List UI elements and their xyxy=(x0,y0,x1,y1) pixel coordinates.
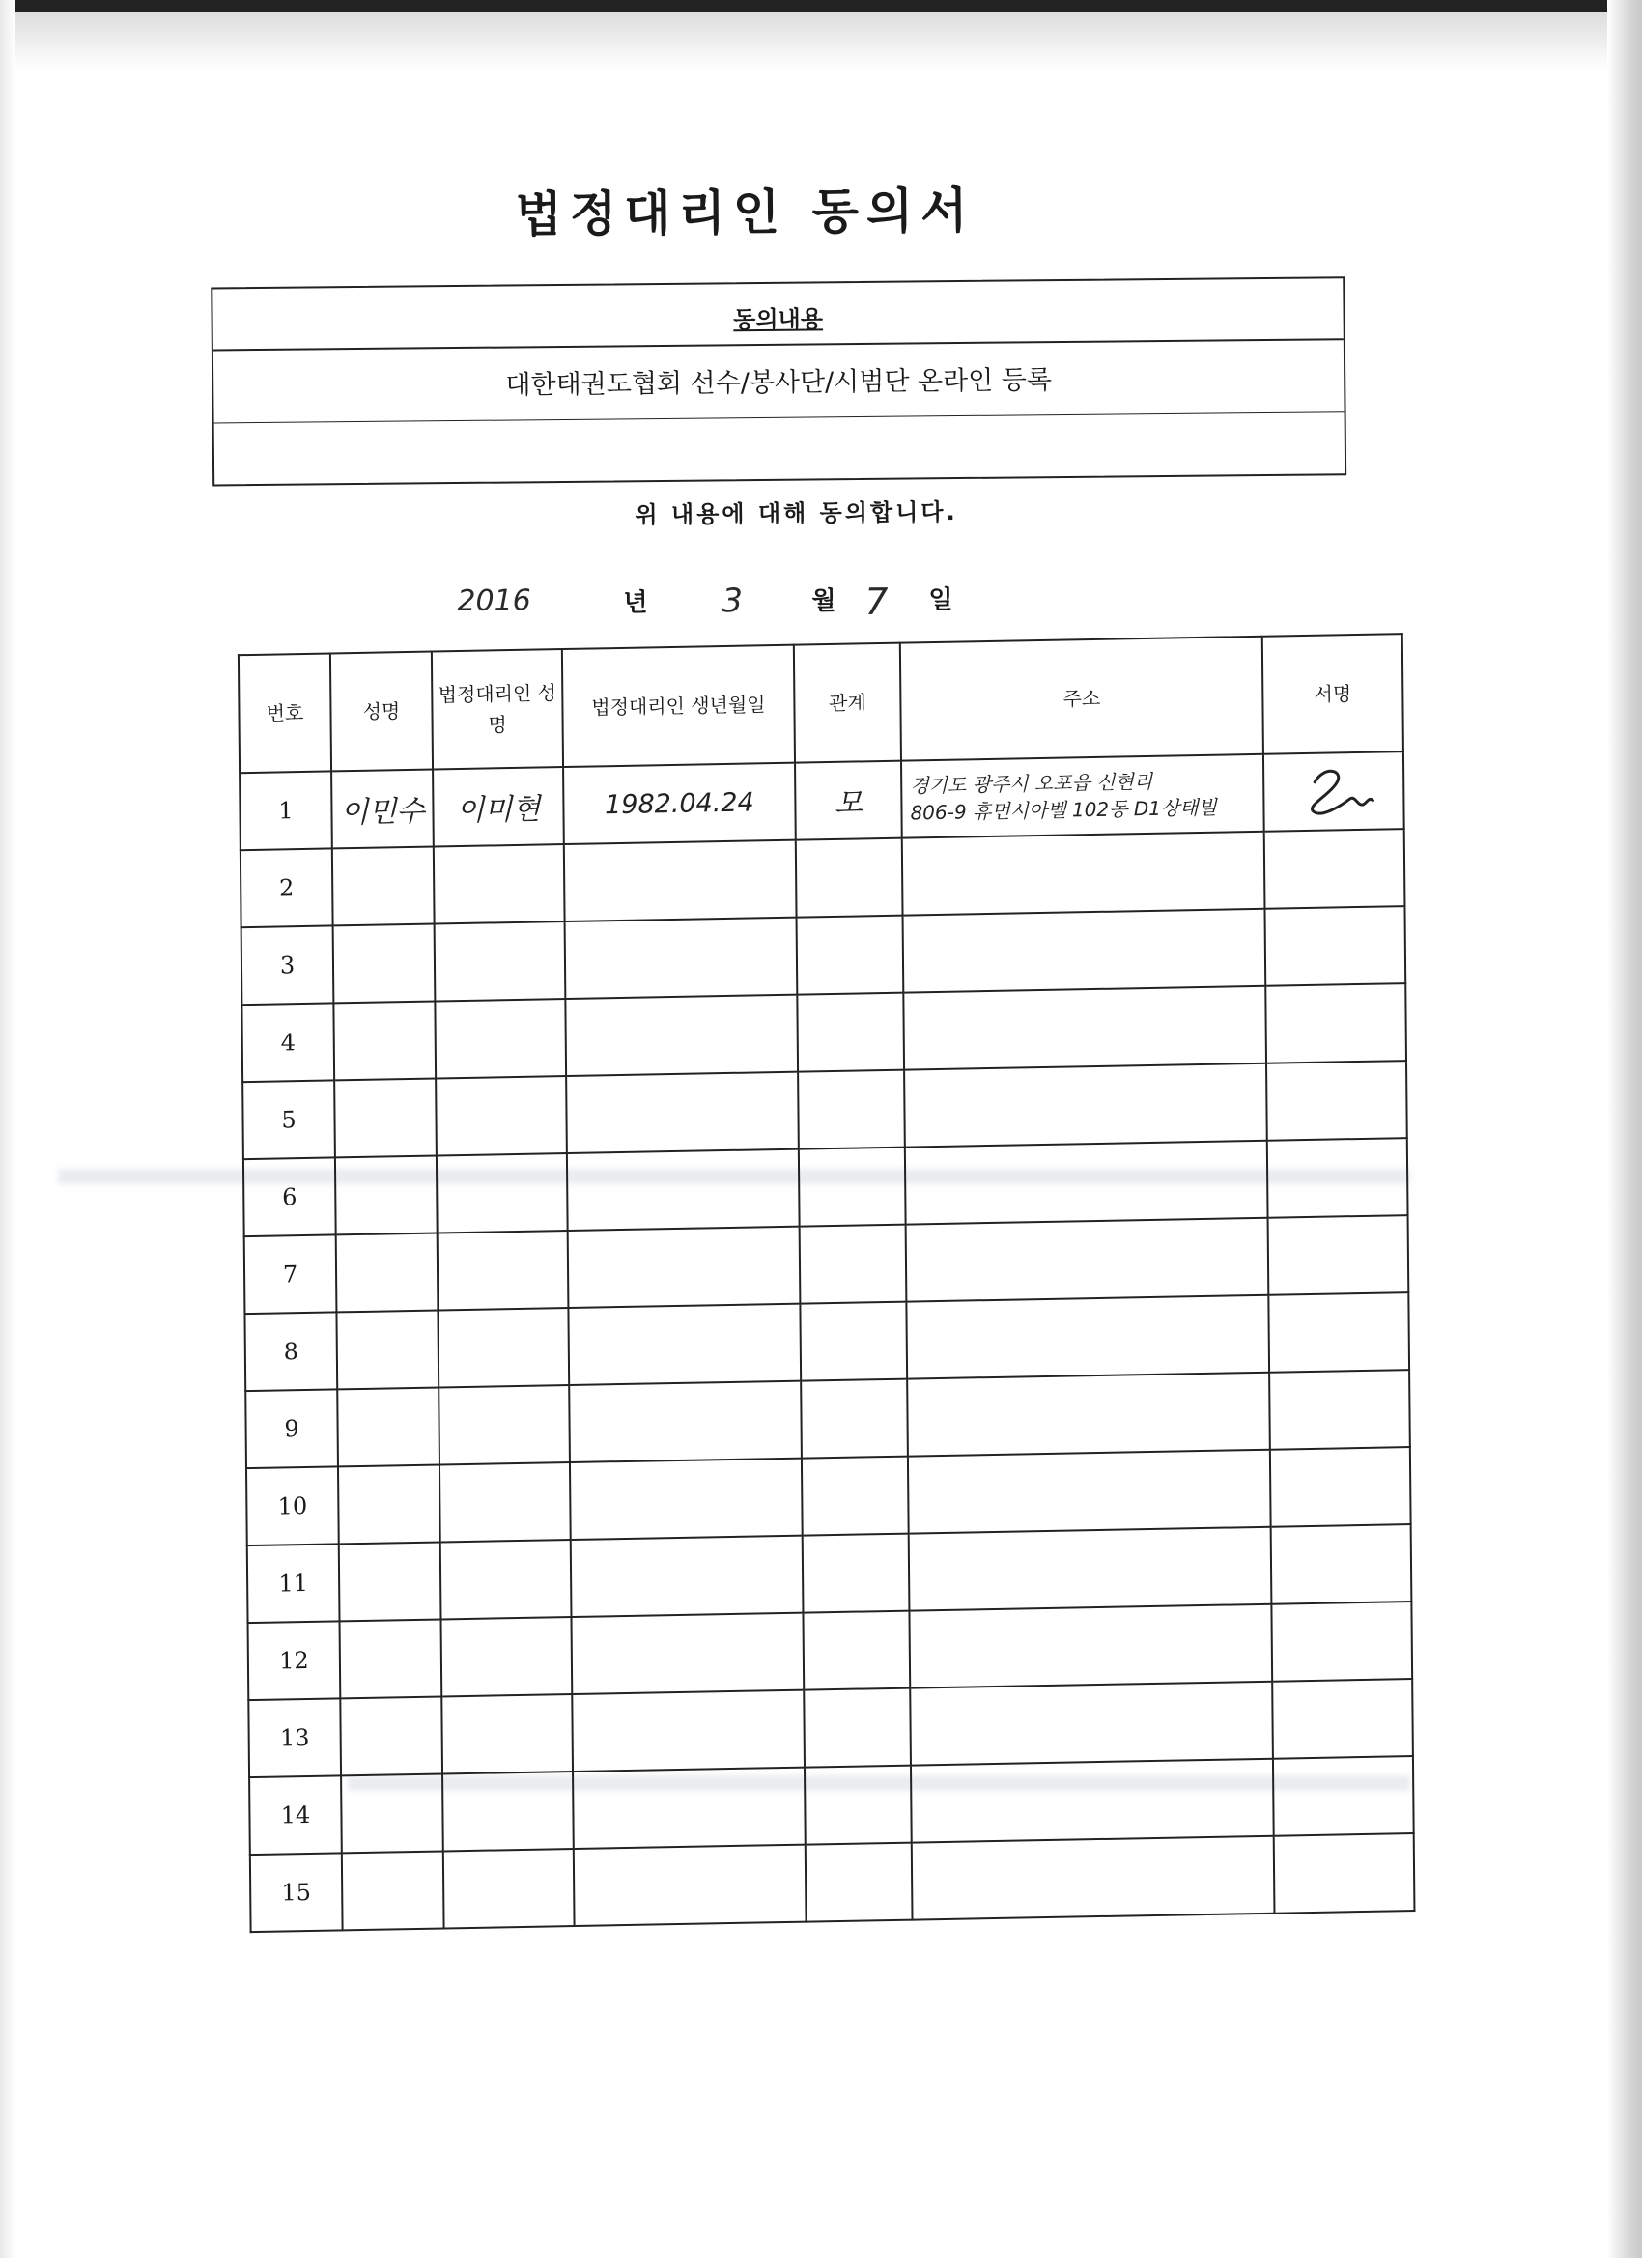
handwritten-name: 이민수 xyxy=(340,794,425,831)
handwritten-address-line2: 806-9 휴먼시아벨 102동 D1상태빌 xyxy=(910,795,1217,825)
row-no: 6 xyxy=(243,1157,336,1236)
consent-content-text: 대한태권도협회 선수/봉사단/시범단 온라인 등록 xyxy=(213,340,1345,423)
header-guardian-name: 법정대리인 성명 xyxy=(432,649,563,769)
handwritten-relation: 모 xyxy=(834,786,863,821)
header-name: 성명 xyxy=(330,652,433,772)
row-guardian-birth xyxy=(563,763,796,844)
row-no: 7 xyxy=(244,1234,337,1314)
consent-content-box xyxy=(211,276,1346,486)
date-day: 7 xyxy=(864,580,889,623)
row-signature xyxy=(1263,751,1404,832)
handwritten-guardian-birth: 1982.04.24 xyxy=(604,786,754,820)
row-no: 8 xyxy=(244,1312,337,1391)
header-signature: 서명 xyxy=(1262,634,1403,754)
consent-header xyxy=(212,278,1344,351)
handwritten-guardian-name: 이미현 xyxy=(456,792,541,829)
row-no: 5 xyxy=(242,1080,335,1159)
header-address: 주소 xyxy=(900,637,1263,761)
page-title: 법정대리인 동의서 xyxy=(515,181,976,243)
date-day-unit: 일 xyxy=(928,585,953,615)
row-no: 11 xyxy=(247,1544,340,1623)
header-guardian-birth: 법정대리인 생년월일 xyxy=(562,645,795,767)
table-header-row xyxy=(239,634,1403,773)
row-no: 14 xyxy=(249,1775,342,1855)
header-relation: 관계 xyxy=(794,643,901,763)
date-year-unit: 년 xyxy=(623,588,648,618)
consent-header-label: 동의내용 xyxy=(733,305,824,334)
row-no: 15 xyxy=(250,1853,343,1932)
row-relation xyxy=(795,761,902,840)
row-no: 12 xyxy=(248,1621,341,1700)
row-no: 13 xyxy=(248,1698,341,1777)
row-address xyxy=(901,754,1264,838)
row-no: 2 xyxy=(241,848,333,927)
header-no: 번호 xyxy=(239,653,331,773)
row-guardian-name xyxy=(433,767,564,846)
row-no: 3 xyxy=(241,925,334,1005)
row-name xyxy=(331,770,434,849)
signature-mark xyxy=(1286,762,1383,822)
row-no: 1 xyxy=(240,771,332,850)
date-year: 2016 xyxy=(457,583,531,619)
row-no: 9 xyxy=(245,1389,338,1468)
registration-table xyxy=(238,633,1416,1933)
handwritten-address-line1: 경기도 광주시 오포읍 신현리 xyxy=(910,769,1153,798)
agree-statement: 위 내용에 대해 동의합니다. xyxy=(635,498,958,529)
date-month: 3 xyxy=(722,581,744,621)
date-month-unit: 월 xyxy=(811,586,836,616)
row-no: 10 xyxy=(246,1466,339,1545)
row-no: 4 xyxy=(241,1003,334,1082)
